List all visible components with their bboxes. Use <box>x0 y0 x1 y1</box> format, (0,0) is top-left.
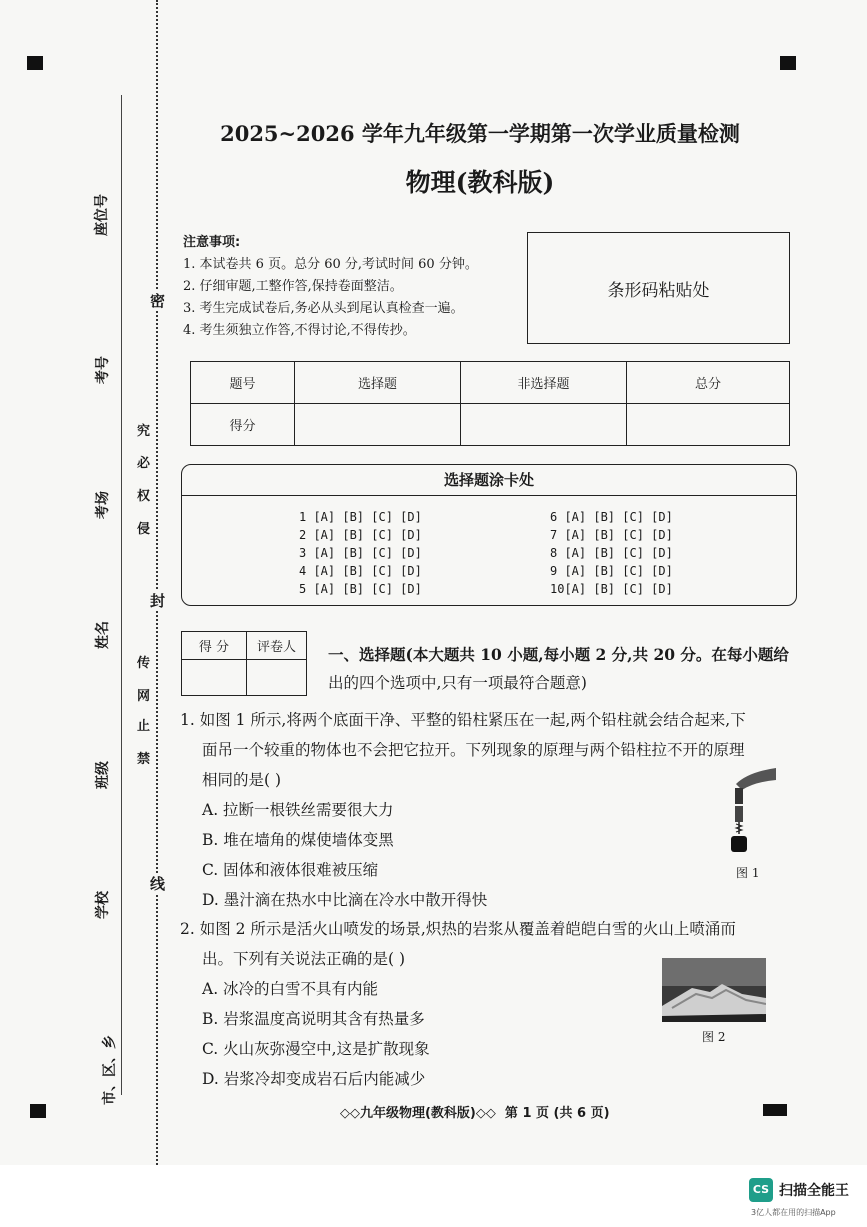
notes-heading: 注意事项: <box>183 235 241 250</box>
score-header: 非选择题 <box>461 362 627 404</box>
seal-char: 封 <box>150 592 166 610</box>
warning-char: 网 <box>137 689 151 704</box>
choice-a[interactable]: A. 拉断一根铁丝需要很大力 <box>202 801 394 819</box>
score-table <box>190 361 790 446</box>
figure-2 <box>662 958 766 1048</box>
answer-row[interactable]: 8 [A] [B] [C] [D] <box>550 546 673 560</box>
section-line: 一、选择题(本大题共 10 小题,每小题 2 分,共 20 分。在每小题给 <box>328 645 789 664</box>
district-label: 市、区、乡 <box>102 1035 118 1105</box>
score-header: 总分 <box>627 362 790 404</box>
warning-char: 究 <box>137 424 151 439</box>
answer-row[interactable]: 2 [A] [B] [C] [D] <box>299 528 422 542</box>
registration-mark <box>30 1104 46 1118</box>
score-cell[interactable] <box>461 404 627 446</box>
warning-char: 传 <box>137 656 151 671</box>
name-label: 姓名 <box>95 621 111 649</box>
answer-card-title: 选择题涂卡处 <box>182 465 796 496</box>
score-header: 选择题 <box>295 362 461 404</box>
choice-c[interactable]: C. 固体和液体很难被压缩 <box>202 861 379 879</box>
registration-mark <box>27 56 43 70</box>
answer-row[interactable]: 10[A] [B] [C] [D] <box>550 582 673 596</box>
choice-c[interactable]: C. 火山灰弥漫空中,这是扩散现象 <box>202 1040 430 1058</box>
warning-char: 止 <box>137 719 151 734</box>
warning-char: 禁 <box>137 752 151 767</box>
seat-number-label: 座位号 <box>94 194 110 236</box>
warning-char: 必 <box>137 456 151 471</box>
figure-1-caption: 图 1 <box>736 866 760 880</box>
scanner-name: 扫描全能王 <box>779 1183 849 1199</box>
note-item: 4. 考生须独立作答,不得讨论,不得传抄。 <box>183 323 416 338</box>
grader-score-label: 得 分 <box>182 632 247 660</box>
note-item: 3. 考生完成试卷后,务必从头到尾认真检查一遍。 <box>183 301 464 316</box>
score-cell[interactable] <box>627 404 790 446</box>
school-label: 学校 <box>95 891 111 919</box>
exam-room-label: 考场 <box>95 491 111 519</box>
warning-char: 权 <box>137 489 151 504</box>
scanner-watermark <box>747 1175 862 1223</box>
scanner-logo: CS <box>749 1178 773 1202</box>
question-1 <box>180 705 790 915</box>
warning-char: 侵 <box>137 522 151 537</box>
note-item: 1. 本试卷共 6 页。总分 60 分,考试时间 60 分钟。 <box>183 257 478 272</box>
seal-char: 密 <box>150 292 166 310</box>
lead-cylinders-illustration <box>718 762 778 862</box>
choice-a[interactable]: A. 冰冷的白雪不具有内能 <box>202 980 379 998</box>
question-text: 相同的是( ) <box>202 771 282 789</box>
question-text: 面吊一个较重的物体也不会把它拉开。下列现象的原理与两个铅柱拉不开的原理 <box>202 741 745 759</box>
sidebar-field-line <box>121 95 122 1095</box>
volcano-photo <box>662 958 766 1022</box>
seal-char: 线 <box>150 875 166 893</box>
grader-name-cell[interactable] <box>247 660 307 696</box>
subject-title: 物理(教科版) <box>405 168 555 197</box>
grader-score-cell[interactable] <box>182 660 247 696</box>
choice-d[interactable]: D. 墨汁滴在热水中比滴在冷水中散开得快 <box>202 891 488 909</box>
class-label: 班级 <box>95 761 111 789</box>
barcode-label: 条形码粘贴处 <box>607 280 710 301</box>
exam-number-label: 考号 <box>95 356 111 384</box>
answer-row[interactable]: 4 [A] [B] [C] [D] <box>299 564 422 578</box>
choice-d[interactable]: D. 岩浆冷却变成岩石后内能减少 <box>202 1070 426 1088</box>
figure-2-caption: 图 2 <box>702 1030 726 1044</box>
grader-box <box>181 631 307 696</box>
choice-b[interactable]: B. 堆在墙角的煤使墙体变黑 <box>202 831 394 849</box>
choice-b[interactable]: B. 岩浆温度高说明其含有热量多 <box>202 1010 425 1028</box>
registration-mark <box>780 56 796 70</box>
question-text: 2. 如图 2 所示是活火山喷发的场景,炽热的岩浆从覆盖着皑皑白雪的火山上喷涌而 <box>180 920 736 938</box>
exam-title: 2025~2026 学年九年级第一学期第一次学业质量检测 <box>220 121 740 146</box>
score-header: 题号 <box>191 362 295 404</box>
answer-row[interactable]: 7 [A] [B] [C] [D] <box>550 528 673 542</box>
answer-row[interactable]: 3 [A] [B] [C] [D] <box>299 546 422 560</box>
answer-row[interactable]: 9 [A] [B] [C] [D] <box>550 564 673 578</box>
grader-name-label: 评卷人 <box>247 632 307 660</box>
section-line: 出的四个选项中,只有一项最符合题意) <box>328 674 587 692</box>
answer-card <box>181 464 797 606</box>
barcode-box <box>527 232 790 344</box>
page-footer: ◇◇九年级物理(教科版)◇◇ 第 1 页 (共 6 页) <box>340 1106 610 1121</box>
note-item: 2. 仔细审题,工整作答,保持卷面整洁。 <box>183 279 403 294</box>
answer-column-right <box>550 508 673 598</box>
answer-row[interactable]: 5 [A] [B] [C] [D] <box>299 582 422 596</box>
exam-notes <box>183 231 513 342</box>
answer-row[interactable]: 6 [A] [B] [C] [D] <box>550 510 673 524</box>
figure-1 <box>718 762 778 882</box>
question-text: 出。下列有关说法正确的是( ) <box>202 950 406 968</box>
registration-mark <box>763 1104 787 1116</box>
score-cell[interactable] <box>295 404 461 446</box>
section-heading <box>328 641 798 697</box>
scanner-tagline: 3亿人都在用的扫描App <box>751 1208 836 1217</box>
answer-column-left <box>299 508 422 598</box>
answer-row[interactable]: 1 [A] [B] [C] [D] <box>299 510 422 524</box>
score-row-label: 得分 <box>191 404 295 446</box>
question-text: 1. 如图 1 所示,将两个底面干净、平整的铅柱紧压在一起,两个铅柱就会结合起来,下 <box>180 711 746 729</box>
